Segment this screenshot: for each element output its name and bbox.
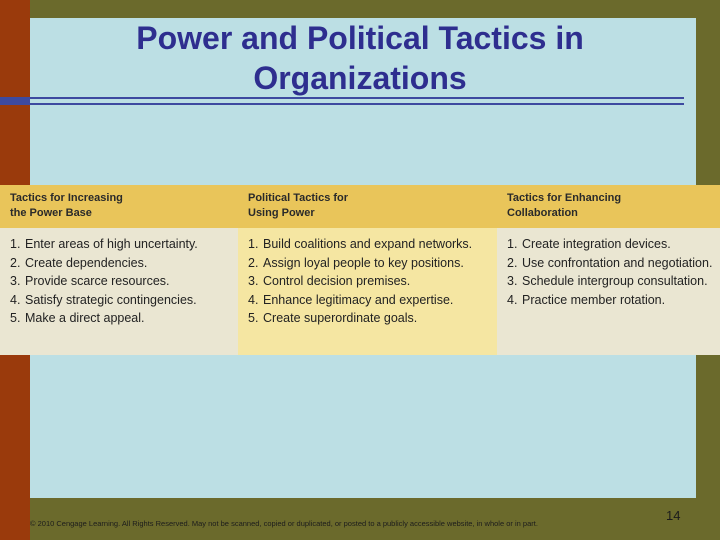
list-item bbox=[248, 235, 491, 254]
list-item bbox=[10, 254, 232, 273]
column-header bbox=[0, 185, 238, 228]
header-line-2: the Power Base bbox=[10, 207, 92, 219]
list-item bbox=[10, 235, 232, 254]
list-item bbox=[10, 309, 232, 328]
item-number: 3. bbox=[10, 274, 21, 288]
item-number: 2. bbox=[507, 255, 518, 270]
header-line-1: Political Tactics for bbox=[248, 192, 349, 204]
list-item bbox=[507, 235, 714, 254]
item-text: Create dependencies. bbox=[25, 255, 148, 270]
item-number: 2. bbox=[248, 255, 259, 270]
item-text: Assign loyal people to key positions. bbox=[263, 255, 464, 270]
title-line-2: Organizations bbox=[253, 60, 467, 96]
header-line-2: Collaboration bbox=[507, 207, 578, 219]
column-body bbox=[238, 228, 497, 355]
title-rule-bottom bbox=[0, 103, 684, 105]
column-body bbox=[0, 228, 238, 355]
item-text: Create superordinate goals. bbox=[263, 311, 418, 325]
tactics-table bbox=[0, 185, 720, 355]
item-number: 5. bbox=[10, 311, 21, 325]
list-item bbox=[248, 291, 491, 310]
list-item bbox=[507, 291, 714, 310]
header-line-1: Tactics for Enhancing bbox=[507, 192, 622, 204]
slide-title bbox=[30, 18, 690, 98]
header-line-2: Using Power bbox=[248, 207, 315, 219]
item-number: 5. bbox=[248, 311, 259, 325]
list-item bbox=[248, 272, 491, 291]
list-item bbox=[248, 254, 491, 273]
item-text: Make a direct appeal. bbox=[25, 311, 145, 325]
list-item bbox=[10, 272, 232, 291]
item-text: Enhance legitimacy and expertise. bbox=[263, 292, 454, 307]
item-text: Provide scarce resources. bbox=[25, 274, 170, 288]
column-collaboration bbox=[497, 185, 720, 355]
list-item bbox=[10, 291, 232, 310]
item-number: 3. bbox=[507, 274, 518, 288]
title-rule-stub bbox=[0, 99, 30, 103]
header-line-1: Tactics for Increasing bbox=[10, 192, 123, 204]
column-political-tactics bbox=[238, 185, 497, 355]
item-text: Practice member rotation. bbox=[522, 292, 666, 307]
copyright-notice: © 2010 Cengage Learning. All Rights Reserved. May not be scanned, copied or duplicated, or posted to a publicly accessible website, in whole or in part. bbox=[30, 519, 538, 528]
item-number: 4. bbox=[248, 292, 259, 307]
item-number: 2. bbox=[10, 255, 21, 270]
item-text: Create integration devices. bbox=[522, 237, 671, 251]
page-number: 14 bbox=[666, 508, 681, 523]
title-rule-top bbox=[0, 97, 684, 99]
column-power-base bbox=[0, 185, 238, 355]
column-body bbox=[497, 228, 720, 355]
item-text: Use confrontation and negotiation. bbox=[522, 255, 713, 270]
item-number: 1. bbox=[10, 237, 21, 251]
item-number: 4. bbox=[10, 292, 21, 307]
item-number: 1. bbox=[507, 237, 518, 251]
column-header bbox=[238, 185, 497, 228]
item-text: Control decision premises. bbox=[263, 274, 411, 288]
column-header bbox=[497, 185, 720, 228]
item-text: Enter areas of high uncertainty. bbox=[25, 237, 198, 251]
list-item bbox=[507, 272, 714, 291]
item-number: 3. bbox=[248, 274, 259, 288]
item-text: Build coalitions and expand networks. bbox=[263, 237, 473, 251]
item-text: Satisfy strategic contingencies. bbox=[25, 292, 197, 307]
item-text: Schedule intergroup consultation. bbox=[522, 274, 708, 288]
list-item bbox=[248, 309, 491, 328]
list-item bbox=[507, 254, 714, 273]
item-number: 1. bbox=[248, 237, 259, 251]
title-line-1: Power and Political Tactics in bbox=[136, 20, 584, 56]
item-number: 4. bbox=[507, 292, 518, 307]
